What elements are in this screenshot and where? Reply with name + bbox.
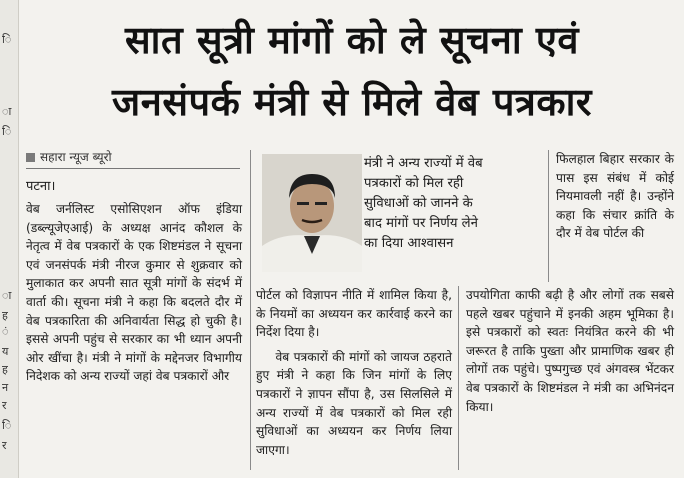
edge-fragment: ा <box>2 105 12 118</box>
column-divider-2 <box>458 286 459 470</box>
byline-text: सहारा न्यूज ब्यूरो <box>40 150 112 164</box>
edge-fragment: ि <box>2 419 12 432</box>
headline-line-2: जनसंपर्क मंत्री से मिले वेब पत्रकार <box>112 80 592 124</box>
dateline: पटना। <box>26 179 56 194</box>
edge-fragment: र <box>2 439 7 452</box>
person-photo-icon <box>262 154 362 272</box>
pull-quote-line: बाद मांगों पर निर्णय लेने <box>364 216 478 231</box>
quote-divider <box>548 150 549 282</box>
pull-quote <box>364 154 544 254</box>
pull-quote-line: पत्रकारों को मिल रही <box>364 176 464 191</box>
column-2-paragraph-2: वेब पत्रकारों की मांगों को जायज ठहराते हुए मंत्री ने कहा कि जिन मांगों के लिए पत्रकारों ने ज्ञापन सौंपा है, उस सिलसिले में अन्य राज्यों में वेब पत्रकारों को मिल रही सुविधाओं का अध्ययन कर निर्णय लिया जाएगा। <box>256 349 452 457</box>
edge-fragment: ं <box>2 325 9 338</box>
article-column-3 <box>466 286 674 416</box>
column-divider <box>250 150 251 470</box>
edge-fragment: ह <box>2 363 8 376</box>
pull-quote-line: का दिया आश्वासन <box>364 236 454 251</box>
edge-fragment: न <box>2 381 9 394</box>
edge-fragment: ि <box>2 125 12 138</box>
article-column-2 <box>256 286 452 459</box>
byline-rule <box>26 168 240 169</box>
edge-fragment: य <box>2 345 9 358</box>
article-column-1 <box>26 200 242 386</box>
adjacent-column-edge <box>0 0 19 478</box>
edge-fragment: ह <box>2 309 8 322</box>
byline-square-icon <box>26 153 35 162</box>
edge-fragment: र <box>2 399 7 412</box>
portrait-photo <box>262 154 362 272</box>
byline <box>26 148 112 165</box>
headline-line-1: सात सूत्री मांगों को ले सूचना एवं <box>124 18 580 62</box>
article-column-3-top <box>556 150 674 243</box>
pull-quote-line: सुविधाओं को जानने के <box>364 196 473 211</box>
edge-fragment: ि <box>2 33 12 46</box>
column-2-paragraph-1: पोर्टल को विज्ञापन नीति में शामिल किया है, के नियमों का अध्ययन कर कार्रवाई करने का निर्देश दिया है। <box>256 288 452 340</box>
column-3-top-text: फिलहाल बिहार सरकार के पास इस संबंध में कोई नियमावली नहीं है। उन्होंने कहा कि संचार क्रांति के दौर में वेब पोर्टल की <box>556 152 674 241</box>
edge-fragment: ा <box>2 289 12 302</box>
column-3-text: उपयोगिता काफी बढ़ी है और लोगों तक सबसे पहले खबर पहुंचाने में इनकी अहम भूमिका है। इसे पत्रकारों को स्वतः नियंत्रित करने की भी जरूरत है ताकि पुख्ता और प्रामाणिक खबर ही लोगों तक पहुंचे। पुष्पगुच्छ एवं अंगवस्त्र भेंटकर वेब पत्रकारों के शिष्टमंडल ने मंत्री का अभिनंदन किया। <box>466 288 674 414</box>
pull-quote-line: मंत्री ने अन्य राज्यों में वेब <box>364 156 483 171</box>
column-1-text: वेब जर्नलिस्ट एसोसिएशन ऑफ इंडिया (डब्ल्यूजेएआई) के अध्यक्ष आनंद कौशल के नेतृत्व में वेब पत्रकारों के एक शिष्टमंडल ने सूचना एवं जनसंपर्क मंत्री नीरज कुमार से शुक्रवार को मुलाकात कर अपनी सात सूत्री मांगों के संदर्भ में वार्ता की। सूचना मंत्री ने कहा कि बदलते दौर में वेब पत्रकारिता की अनिवार्यता सिद्ध हो चुकी है। इससे अपनी पहुंच से सरकार का भी ध्यान अपनी ओर खींचा है। मंत्री ने मांगों के मद्देनजर विभागीय निदेशक को अन्य राज्यों जहां वेब पत्रकारों और <box>26 202 242 384</box>
